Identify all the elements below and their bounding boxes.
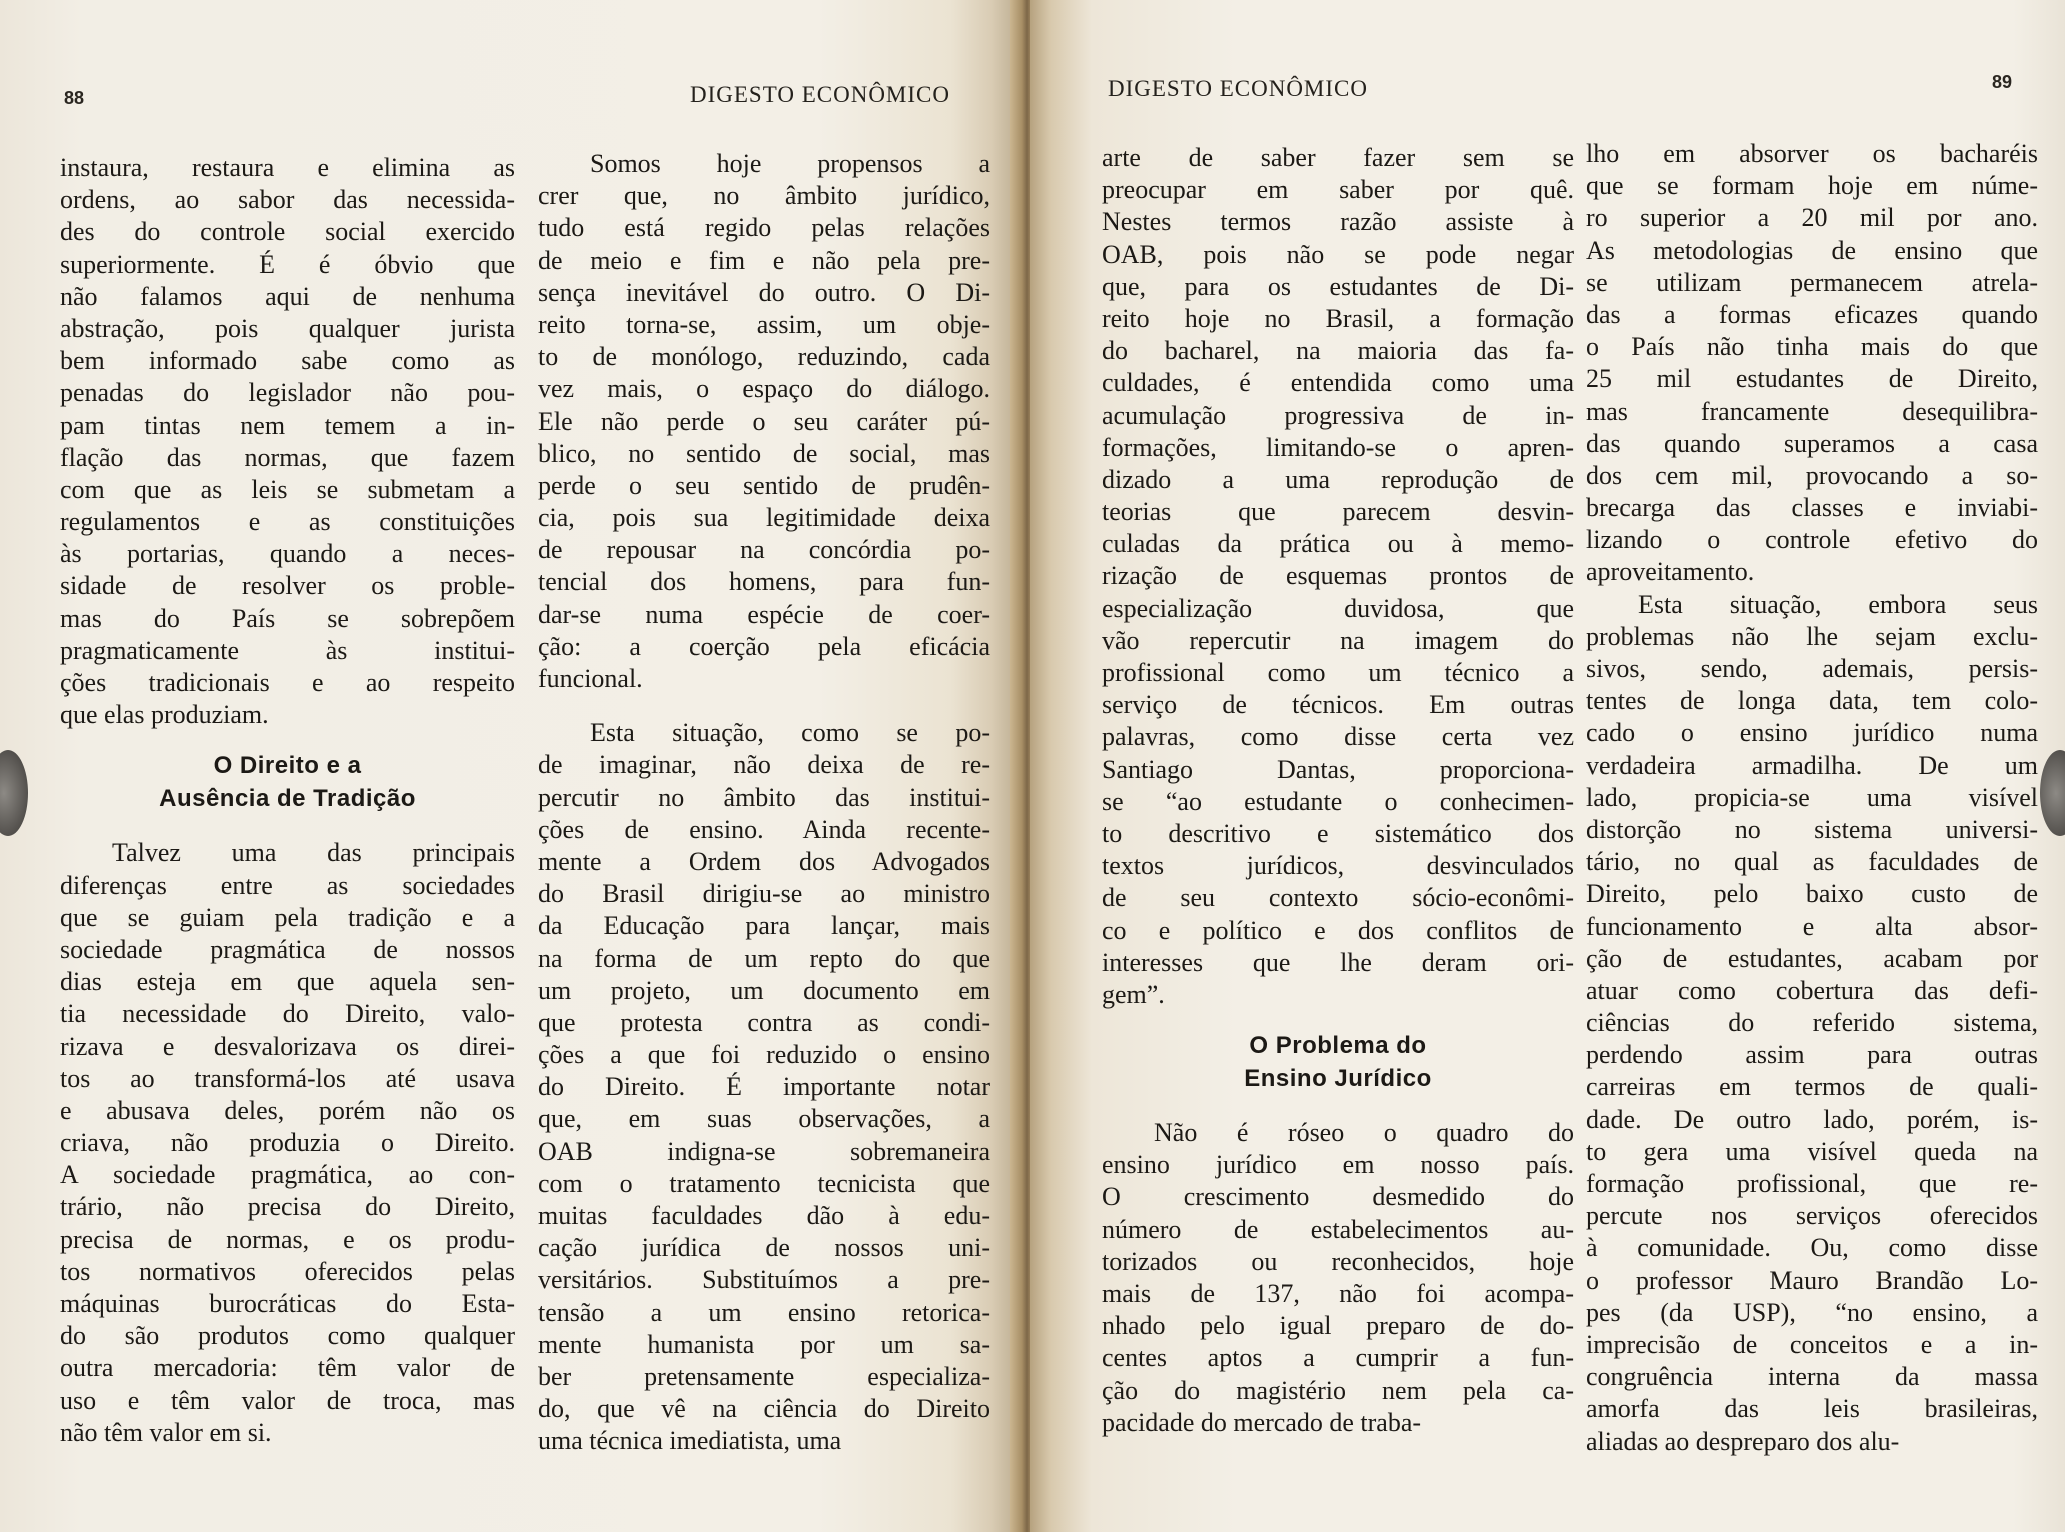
right-page [1030, 0, 2065, 1532]
text-line: que se formam hoje em núme- [1586, 171, 2038, 201]
text-line: aliadas ao despreparo dos alu- [1586, 1426, 1900, 1456]
right-column-1 [1102, 142, 1574, 1439]
text-line: perdendo assim para outras [1586, 1040, 2038, 1070]
text-line: ber pretensamente especializa- [538, 1361, 990, 1391]
text-line: culadas da prática ou à memo- [1102, 529, 1574, 559]
text-line: torizados ou reconhecidos, hoje [1102, 1246, 1574, 1276]
text-line: Não é róseo o quadro do [1154, 1118, 1574, 1148]
text-line: sociedade pragmática de nossos [60, 934, 515, 964]
text-line: trário, não precisa do Direito, [60, 1192, 515, 1222]
text-line: Santiago Dantas, proporciona- [1102, 754, 1574, 784]
text-line: perde o seu sentido de prudên- [538, 470, 990, 500]
text-line: co e político e dos conflitos de [1102, 915, 1574, 945]
text-line: ções de ensino. Ainda recente- [538, 814, 990, 844]
text-line: cado o ensino jurídico numa [1586, 718, 2038, 748]
text-line: verdadeira armadilha. De um [1586, 750, 2038, 780]
text-line: pes (da USP), “no ensino, a [1586, 1297, 2038, 1327]
text-line: às portarias, quando a neces- [60, 539, 515, 569]
text-line: precisa de normas, e os produ- [60, 1224, 515, 1254]
text-line: que, em suas observações, a [538, 1104, 990, 1134]
text-line: rizava e desvalorizava os direi- [60, 1031, 515, 1061]
text-line: que elas produziam. [60, 700, 269, 730]
text-line: de imaginar, não deixa de re- [538, 750, 990, 780]
text-line: to descritivo e sistemático dos [1102, 818, 1574, 848]
text-line: percutir no âmbito das institui- [538, 782, 990, 812]
text-line: 25 mil estudantes de Direito, [1586, 364, 2038, 394]
text-line: ordens, ao sabor das necessida- [60, 185, 515, 215]
text-line: sença inevitável do outro. O Di- [538, 277, 990, 307]
right-column-2 [1586, 138, 2038, 1458]
text-line: sidade de resolver os proble- [60, 571, 515, 601]
text-line: Esta situação, embora seus [1638, 589, 2038, 619]
text-line: reito torna-se, assim, um obje- [538, 309, 990, 339]
text-line: OAB, pois não se pode negar [1102, 239, 1574, 269]
text-line: Ele não perde o seu caráter pú- [538, 406, 990, 436]
text-line: se “ao estudante o conhecimen- [1102, 786, 1574, 816]
text-line: outra mercadoria: têm valor de [60, 1353, 515, 1383]
text-line: superiormente. É é óbvio que [60, 249, 515, 279]
text-line: ção do magistério nem pela ca- [1102, 1375, 1574, 1405]
text-line: imprecisão de conceitos e a in- [1586, 1329, 2038, 1359]
text-line: to gera uma visível queda na [1586, 1136, 2038, 1166]
running-head-left: DIGESTO ECONÔMICO [690, 82, 950, 107]
text-line: tencial dos homens, para fun- [538, 567, 990, 597]
text-line: dias esteja em que aquela sen- [60, 967, 515, 997]
text-line: vez mais, o espaço do diálogo. [538, 374, 990, 404]
text-line: brecarga das classes e inviabi- [1586, 493, 2038, 523]
text-line: tos normativos oferecidos pelas [60, 1256, 515, 1286]
text-line: máquinas burocráticas do Esta- [60, 1289, 515, 1318]
text-line: percute nos serviços oferecidos [1586, 1201, 2038, 1231]
text-line: ções a que foi reduzido o ensino [538, 1040, 990, 1070]
paragraph-gap [538, 695, 990, 717]
text-line: carreiras em termos de quali- [1586, 1072, 2038, 1102]
running-head-right: DIGESTO ECONÔMICO [1108, 76, 1368, 101]
text-line: cia, pois sua legitimidade deixa [538, 503, 990, 533]
text-line: formações, limitando-se o apren- [1102, 432, 1574, 462]
text-line: dizado a uma reprodução de [1102, 464, 1574, 494]
text-line: mente a Ordem dos Advogados [538, 846, 990, 876]
text-line: ções tradicionais e ao respeito [60, 668, 515, 697]
text-line: to de monólogo, reduzindo, cada [538, 342, 990, 372]
text-line: Direito, pelo baixo custo de [1586, 879, 2038, 909]
text-line: acumulação progressiva de in- [1102, 400, 1574, 430]
text-line: nhado pelo igual preparo de do- [1102, 1311, 1574, 1341]
text-line: de repousar na concórdia po- [538, 535, 990, 565]
text-line: As metodologias de ensino que [1586, 235, 2038, 265]
text-line: que, para os estudantes de Di- [1102, 271, 1574, 301]
text-line: problemas não lhe sejam exclu- [1586, 621, 2038, 651]
subheading-line: O Direito e a [213, 752, 362, 780]
text-line: não têm valor em si. [60, 1417, 272, 1447]
text-line: o País não tinha mais do que [1586, 332, 2038, 362]
text-line: tos ao transformá-los até usava [60, 1063, 515, 1093]
text-line: tudo está regido pelas relações [538, 213, 990, 243]
text-line: tia necessidade do Direito, valo- [60, 999, 515, 1029]
subheading-line: Ausência de Tradição [159, 785, 416, 813]
text-line: sivos, sendo, ademais, persis- [1586, 654, 2038, 683]
text-line: muitas faculdades dão à edu- [538, 1201, 990, 1230]
text-line: reito hoje no Brasil, a formação [1102, 303, 1574, 333]
text-line: arte de saber fazer sem se [1102, 143, 1574, 172]
text-line: pragmaticamente às institui- [60, 635, 515, 665]
text-line: mas do País se sobrepõem [60, 603, 515, 633]
text-line: aproveitamento. [1586, 557, 1755, 587]
text-line: dade. De outro lado, porém, is- [1586, 1104, 2038, 1134]
text-line: do são produtos como qualquer [60, 1321, 515, 1351]
text-line: ensino jurídico em nosso país. [1102, 1150, 1574, 1180]
text-line: do Brasil dirigiu-se ao ministro [538, 879, 990, 909]
text-line: não falamos aqui de nenhuma [60, 281, 515, 311]
text-line: rização de esquemas prontos de [1102, 561, 1574, 591]
text-line: lho em absorver os bacharéis [1586, 139, 2038, 168]
text-line: lizando o controle efetivo do [1586, 525, 2038, 555]
text-line: distorção no sistema universi- [1586, 814, 2038, 844]
text-line: da Educação para lançar, mais [538, 911, 990, 941]
text-line: tensão a um ensino retorica- [538, 1297, 990, 1327]
text-line: à comunidade. Ou, como disse [1586, 1233, 2038, 1263]
text-line: das a formas eficazes quando [1586, 299, 2038, 329]
text-line: tentes de longa data, tem colo- [1586, 686, 2038, 716]
section-subheading [60, 731, 515, 837]
text-line: se utilizam permanecem atrela- [1586, 267, 2038, 297]
text-line: de meio e fim e não pela pre- [538, 245, 990, 275]
text-line: do Direito. É importante notar [538, 1072, 990, 1102]
text-line: congruência interna da massa [1586, 1362, 2038, 1392]
text-line: preocupar em saber por quê. [1102, 175, 1574, 205]
text-line: atuar como cobertura das defi- [1586, 975, 2038, 1005]
text-line: com o tratamento tecnicista que [538, 1168, 990, 1198]
text-line: uso e têm valor de troca, mas [60, 1385, 515, 1415]
text-line: ção de estudantes, acabam por [1586, 943, 2038, 973]
text-line: com que as leis se submetam a [60, 474, 515, 504]
text-line: um projeto, um documento em [538, 975, 990, 1005]
text-line: ro superior a 20 mil por ano. [1586, 203, 2038, 233]
text-line: culdades, é entendida como uma [1102, 368, 1574, 398]
text-line: diferenças entre as sociedades [60, 870, 515, 900]
text-line: Somos hoje propensos a [590, 149, 990, 178]
text-line: abstração, pois qualquer jurista [60, 313, 515, 343]
text-line: regulamentos e as constituições [60, 507, 515, 537]
text-line: formação profissional, que re- [1586, 1169, 2038, 1198]
text-line: funcionamento e alta absor- [1586, 911, 2038, 941]
page-number-right: 89 [1992, 72, 2013, 92]
text-line: lado, propicia-se uma visível [1586, 782, 2038, 812]
text-line: o professor Mauro Brandão Lo- [1586, 1265, 2038, 1295]
text-line: mente humanista por um sa- [538, 1329, 990, 1359]
text-line: blico, no sentido de social, mas [538, 438, 990, 468]
text-line: bem informado sabe como as [60, 346, 515, 376]
text-line: pacidade do mercado de traba- [1102, 1407, 1422, 1437]
text-line: tário, no qual as faculdades de [1586, 847, 2038, 877]
text-line: do, que vê na ciência do Direito [538, 1394, 990, 1424]
text-line: ção: a coerção pela eficácia [538, 631, 990, 661]
left-page [0, 0, 1022, 1532]
text-line: e abusava deles, porém não os [60, 1095, 515, 1125]
text-line: penadas do legislador não pou- [60, 378, 515, 408]
subheading-line: Ensino Jurídico [1244, 1065, 1432, 1093]
text-line: ciências do referido sistema, [1586, 1008, 2038, 1038]
text-line: interesses que lhe deram ori- [1102, 947, 1574, 977]
text-line: teorias que parecem desvin- [1102, 497, 1574, 527]
text-line: des do controle social exercido [60, 217, 515, 247]
text-line: de seu contexto sócio-econômi- [1102, 883, 1574, 913]
text-line: A sociedade pragmática, ao con- [60, 1160, 515, 1190]
text-line: que se guiam pela tradição e a [60, 902, 515, 932]
text-line: número de estabelecimentos au- [1102, 1214, 1574, 1244]
text-line: Nestes termos razão assiste à [1102, 207, 1574, 237]
left-column-2 [538, 148, 990, 1458]
text-line: Talvez uma das principais [112, 838, 515, 868]
text-line: criava, não produzia o Direito. [60, 1128, 515, 1158]
text-line: Esta situação, como se po- [590, 718, 990, 748]
text-line: do bacharel, na maioria das fa- [1102, 336, 1574, 366]
text-line: especialização duvidosa, que [1102, 593, 1574, 623]
text-line: OAB indigna-se sobremaneira [538, 1136, 990, 1166]
text-line: vão repercutir na imagem do [1102, 625, 1574, 655]
text-line: pam tintas nem temem a in- [60, 410, 515, 440]
text-line: mas francamente desequilibra- [1586, 396, 2038, 426]
text-line: cação jurídica de nossos uni- [538, 1233, 990, 1263]
section-subheading [1102, 1011, 1574, 1117]
text-line: centes aptos a cumprir a fun- [1102, 1343, 1574, 1373]
text-line: profissional como um técnico a [1102, 658, 1574, 687]
text-line: serviço de técnicos. Em outras [1102, 690, 1574, 720]
text-line: dos cem mil, provocando a so- [1586, 460, 2038, 490]
text-line: das quando superamos a casa [1586, 428, 2038, 458]
text-line: versitários. Substituímos a pre- [538, 1265, 990, 1295]
text-line: crer que, no âmbito jurídico, [538, 181, 990, 211]
text-line: O crescimento desmedido do [1102, 1182, 1574, 1212]
left-column-1 [60, 152, 515, 1449]
text-line: funcional. [538, 664, 643, 693]
text-line: uma técnica imediatista, uma [538, 1426, 842, 1456]
text-line: mais de 137, não foi acompa- [1102, 1279, 1574, 1308]
text-line: instaura, restaura e elimina as [60, 153, 515, 182]
text-line: palavras, como disse certa vez [1102, 722, 1574, 752]
text-line: amorfa das leis brasileiras, [1586, 1394, 2038, 1424]
text-line: textos jurídicos, desvinculados [1102, 851, 1574, 881]
text-line: flação das normas, que fazem [60, 442, 515, 472]
text-line: na forma de um repto do que [538, 943, 990, 973]
text-line: dar-se numa espécie de coer- [538, 599, 990, 629]
text-line: que protesta contra as condi- [538, 1007, 990, 1037]
text-line: gem”. [1102, 979, 1165, 1009]
page-number-left: 88 [64, 88, 85, 108]
subheading-line: O Problema do [1249, 1032, 1427, 1060]
